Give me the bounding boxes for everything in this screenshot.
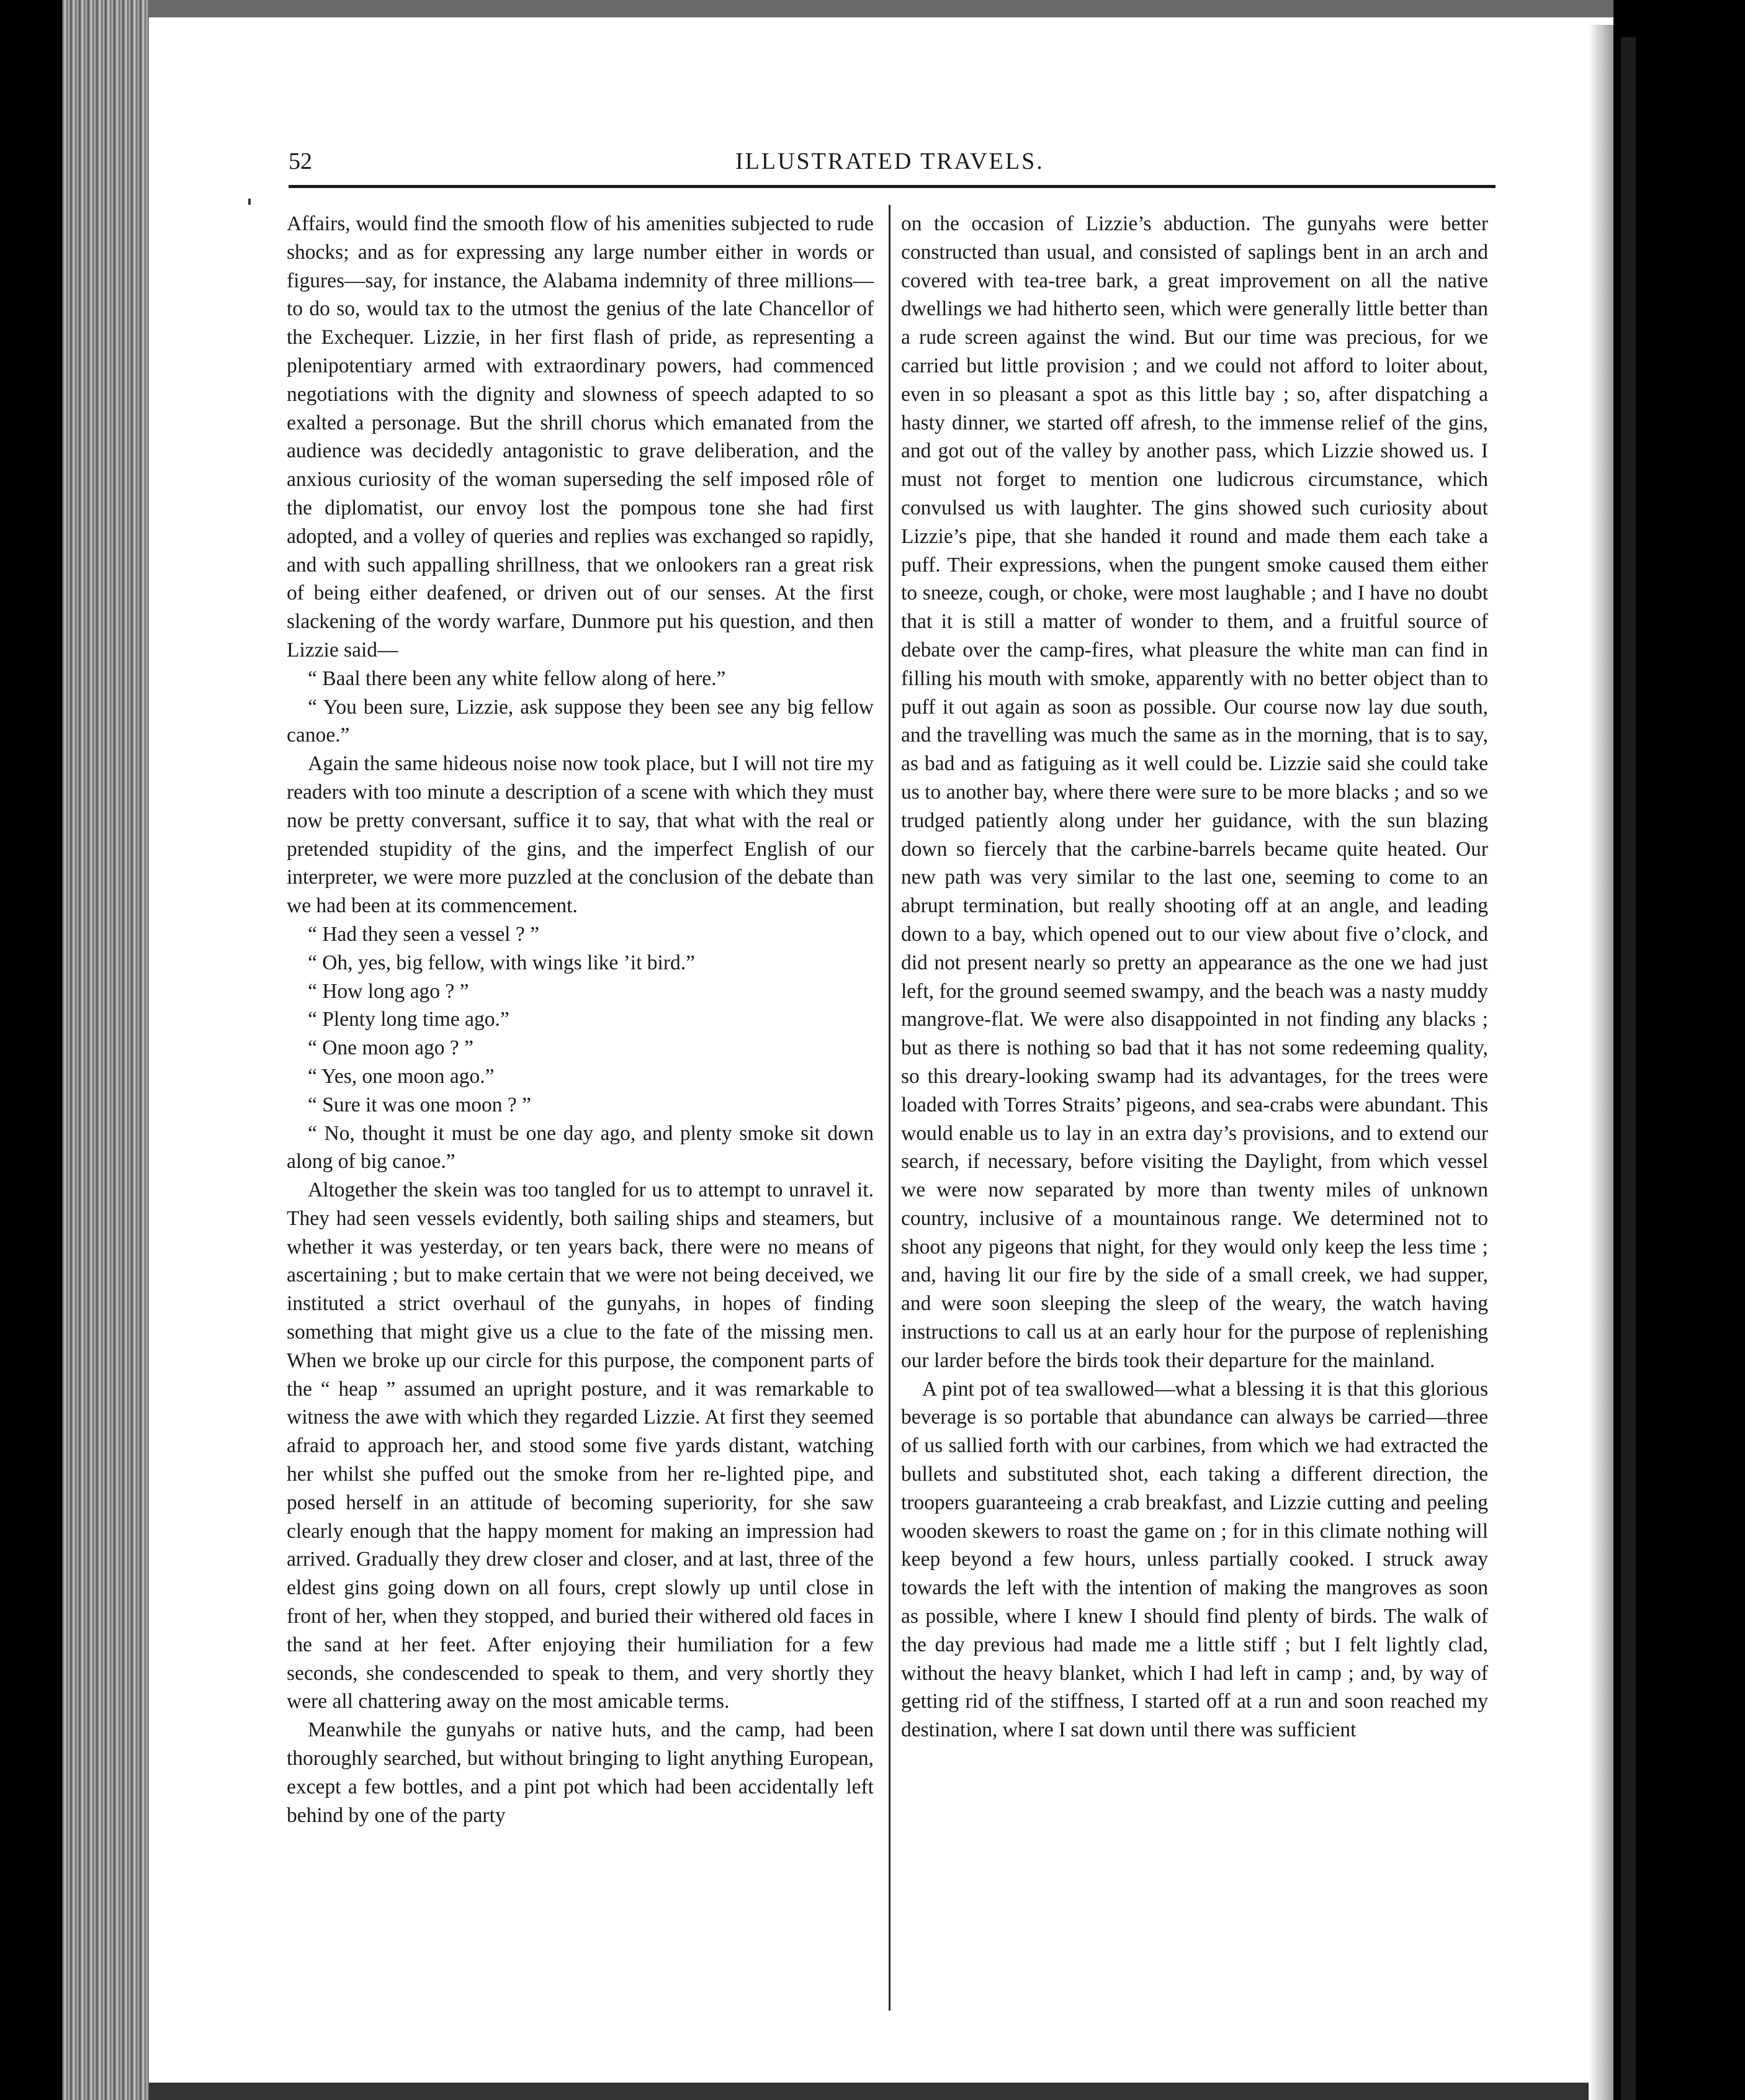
header-rule — [289, 185, 1496, 188]
page-number: 52 — [289, 148, 312, 174]
left-text-column — [287, 210, 874, 1829]
paragraph: “ You been sure, Lizzie, ask suppose they been see any big fellow canoe.” — [287, 695, 874, 747]
paragraph: A pint pot of tea swallowed—what a blessing it is that this glorious beverage is so portable that abundance can always be carried—three of us sallied forth with our carbines, from which we had extracted the bullets and substituted shot, each taking a different direction, the troopers guaranteeing a crab breakfast, and Lizzie cutting and peeling wooden skewers to roast the game on ; for in this climate nothing will keep beyond a few hours, unless partially cooked. I struck away towards the left with the intention of making the mangroves as soon as possible, where I knew I should find plenty of birds. The walk of the day previous had made me a little stiff ; but I felt lightly clad, without the heavy blanket, which I had left in camp ; and, by way of getting rid of the stiffness, I started off at a run and soon reached my destination, where I sat down until there was sufficient — [901, 1377, 1488, 1742]
paragraph: on the occasion of Lizzie’s abduction. The gunyahs were better constructed than usual, and consisted of saplings bent in an arch and covered with tea-tree bark, a great improvement on all the native dwellings we had hitherto seen, which were generally little better than a rude screen against the wind. But our time was precious, for we carried but little provision ; and we could not afford to loiter about, even in so pleasant a spot as this little bay ; so, after dispatching a hasty dinner, we started off afresh, to the immense relief of the gins, and got out of the valley by another pass, which Lizzie showed us. I must not forget to mention one ludicrous circumstance, which convulsed us with laughter. The gins showed such curiosity about Lizzie’s pipe, that she handed it round and made them each take a puff. Their expressions, when the pungent smoke caused them either to sneeze, cough, or choke, were most laughable ; and I have no doubt that it is still a matter of wonder to them, and a fruitful source of debate over the camp-fires, what pleasure the white man can find in filling his mouth with smoke, apparently with no better object than to puff it out again as soon as possible. Our course now lay due south, and the travelling was much the same as in the morning, that is to say, as bad and as fatiguing as it well could be. Lizzie said she could take us to another bay, where there were sure to be more blacks ; and so we trudged patiently along under her guidance, with the sun blazing down so fiercely that the carbine-barrels became quite heated. Our new path was very similar to the last one, seeming to come to an abrupt termination, but really shooting off at an angle, and leading down to a bay, which opened out to our view about five o’clock, and did not present nearly so pretty an appearance as the one we had just left, for the ground seemed swampy, and the beach was a nasty muddy mangrove-flat. We were also disappointed in not finding any blacks ; but as there is nothing so bad that it has not some redeeming quality, so this dreary-looking swamp had its advantages, for the trees were loaded with Torres Straits’ pigeons, and sea-crabs were abundant. This would enable us to lay in an extra day’s provisions, and to extend our search, if necessary, before visiting the Daylight, from which vessel we were now separated by more than twenty miles of unknown country, inclusive of a mountainous range. We determined not to shoot any pigeons that night, for they would only keep the less time ; and, having lit our fire by the side of a small creek, we had supper, and were soon sleeping the sleep of the weary, the watch having instructions to call us at an early hour for the purpose of replenishing our larder before the birds took their departure for the mainland. — [901, 212, 1488, 1372]
page-gutter-shadow — [1589, 25, 1613, 2100]
scan-border-top — [149, 0, 1613, 17]
scan-border-right-fold — [1621, 37, 1636, 2100]
paragraph: “ Plenty long time ago.” — [308, 1008, 509, 1031]
paragraph: Meanwhile the gunyahs or native huts, and the camp, had been thoroughly searched, but without bringing to light anything European, except a few bottles, and a pint pot which had been accidentally left behind by one of the party — [287, 1718, 874, 1827]
paragraph: “ How long ago ? ” — [308, 979, 469, 1003]
paragraph: Again the same hideous noise now took place, but I will not tire my readers with too minute a description of a scene with which they must now be pretty conversant, suffice it to say, that what with the real or pretended stupidity of the gins, and the imperfect English of our interpreter, we were more puzzled at the conclusion of the debate than we had been at its commencement. — [287, 752, 874, 918]
paragraph: “ Had they seen a vessel ? ” — [308, 922, 539, 946]
paragraph: “ Sure it was one moon ? ” — [308, 1093, 532, 1116]
book-page-edges — [62, 0, 149, 2100]
margin-mark — [248, 199, 251, 205]
paragraph: Altogether the skein was too tangled for us to attempt to unravel it. They had seen vessels evidently, both sailing ships and steamers, but whether it was yesterday, or ten years back, there were no means of ascertaining ; but to make certain that we were not being deceived, we instituted a strict overhaul of the gunyahs, in hopes of finding something that might give us a clue to the fate of the missing men. When we broke up our circle for this purpose, the component parts of the “ heap ” assumed an upright posture, and it was remarkable to witness the awe with which they regarded Lizzie. At first they seemed afraid to approach her, and stood some five yards distant, watching her whilst she puffed out the smoke from her re-lighted pipe, and posed herself in an attitude of becoming superiority, for she saw clearly enough that the happy moment for making an impression had arrived. Gradually they drew closer and closer, and at last, three of the eldest gins going down on all fours, crept slowly up until close in front of her, when they stopped, and buried their withered old faces in the sand at her feet. After enjoying their humiliation for a few seconds, she condescended to speak to them, and very shortly they were all chattering away on the most amicable terms. — [287, 1178, 874, 1713]
paragraph: “ No, thought it must be one day ago, and plenty smoke sit down along of big canoe.” — [287, 1121, 874, 1173]
scan-border-bottom — [149, 2083, 1613, 2100]
paragraph: “ Yes, one moon ago.” — [308, 1064, 495, 1088]
paragraph: “ One moon ago ? ” — [308, 1036, 473, 1060]
paragraph: “ Oh, yes, big fellow, with wings like ’it bird.” — [308, 951, 695, 974]
column-divider — [889, 205, 890, 2011]
right-text-column — [901, 210, 1488, 1744]
paragraph: “ Baal there been any white fellow along of here.” — [308, 666, 726, 690]
running-title: ILLUSTRATED TRAVELS. — [735, 148, 1044, 174]
scan-border-left — [0, 0, 62, 2100]
paragraph: Affairs, would find the smooth flow of his amenities subjected to rude shocks; and as for expressing any large number either in words or figures—say, for instance, the Alabama indemnity of three millions—to do so, would tax to the utmost the genius of the late Chancellor of the Exchequer. Lizzie, in her first flash of pride, as representing a plenipotentiary armed with extraordinary powers, had commenced negotiations with the dignity and slowness of speech adapted to so exalted a personage. But the shrill chorus which emanated from the audience was decidedly antagonistic to grave deliberation, and the anxious curiosity of the woman superseding the self imposed rôle of the diplomatist, our envoy lost the pompous tone she had first adopted, and a volley of queries and replies was exchanged so rapidly, and with such appalling shrillness, that we onlookers ran a great risk of being either deafened, or driven out of our senses. At the first slackening of the wordy warfare, Dunmore put his question, and then Lizzie said— — [287, 212, 874, 662]
